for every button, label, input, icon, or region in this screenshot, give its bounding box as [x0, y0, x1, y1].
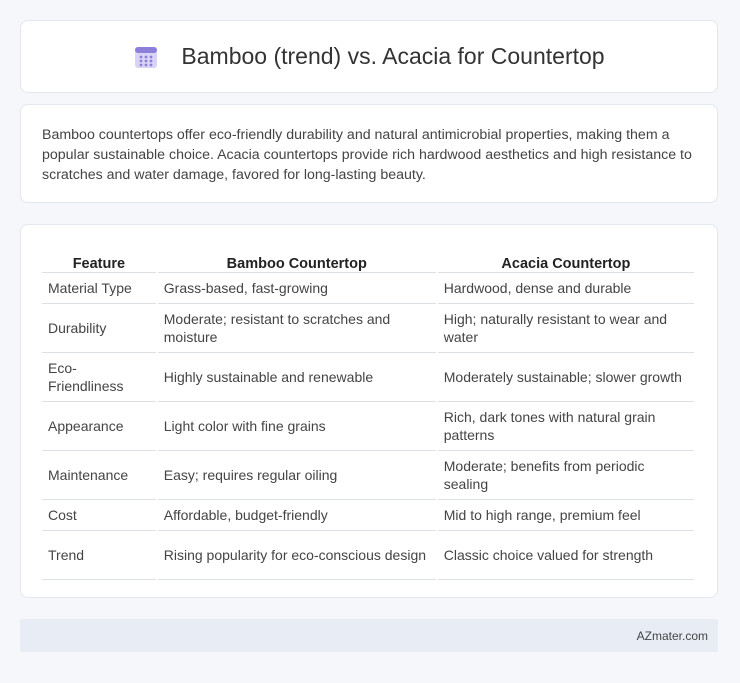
comparison-table-card [20, 224, 718, 598]
summary-text: Bamboo countertops offer eco-friendly durability and natural antimicrobial properties, making them a popular sustainable choice. Acacia countertops provide rich hardwood aesthetics and high resistance to scratches and water damage, favored for long-lasting beauty. [42, 127, 692, 183]
feature-cell: Eco-Friendliness [42, 353, 156, 402]
feature-cell: Material Type [42, 273, 156, 304]
acacia-cell: Moderately sustainable; slower growth [438, 353, 694, 402]
feature-cell: Appearance [42, 402, 156, 451]
table-row [42, 531, 694, 580]
feature-cell: Durability [42, 304, 156, 353]
summary-card [20, 104, 718, 203]
feature-cell: Trend [42, 531, 156, 580]
calendar-grid-icon [133, 44, 159, 70]
bamboo-cell: Light color with fine grains [158, 402, 436, 451]
header-acacia: Acacia Countertop [438, 245, 694, 273]
header-bamboo: Bamboo Countertop [158, 245, 436, 273]
bamboo-cell: Highly sustainable and renewable [158, 353, 436, 402]
bamboo-cell: Easy; requires regular oiling [158, 451, 436, 500]
table-header-row [42, 245, 694, 273]
table-row [42, 353, 694, 402]
table-row [42, 273, 694, 304]
table-row [42, 500, 694, 531]
bamboo-cell: Rising popularity for eco-conscious design [158, 531, 436, 580]
bamboo-cell: Moderate; resistant to scratches and moisture [158, 304, 436, 353]
header-feature: Feature [42, 245, 156, 273]
bamboo-cell: Affordable, budget-friendly [158, 500, 436, 531]
footer-bar [20, 619, 718, 652]
acacia-cell: High; naturally resistant to wear and water [438, 304, 694, 353]
acacia-cell: Mid to high range, premium feel [438, 500, 694, 531]
feature-cell: Maintenance [42, 451, 156, 500]
footer-site-link[interactable]: AZmater.com [636, 628, 708, 643]
table-row [42, 451, 694, 500]
table-row [42, 402, 694, 451]
title-card [20, 20, 718, 93]
comparison-table [40, 245, 696, 580]
page-title: Bamboo (trend) vs. Acacia for Countertop [181, 43, 605, 69]
feature-cell: Cost [42, 500, 156, 531]
acacia-cell: Classic choice valued for strength [438, 531, 694, 580]
table-row [42, 304, 694, 353]
bamboo-cell: Grass-based, fast-growing [158, 273, 436, 304]
acacia-cell: Moderate; benefits from periodic sealing [438, 451, 694, 500]
acacia-cell: Rich, dark tones with natural grain patterns [438, 402, 694, 451]
acacia-cell: Hardwood, dense and durable [438, 273, 694, 304]
